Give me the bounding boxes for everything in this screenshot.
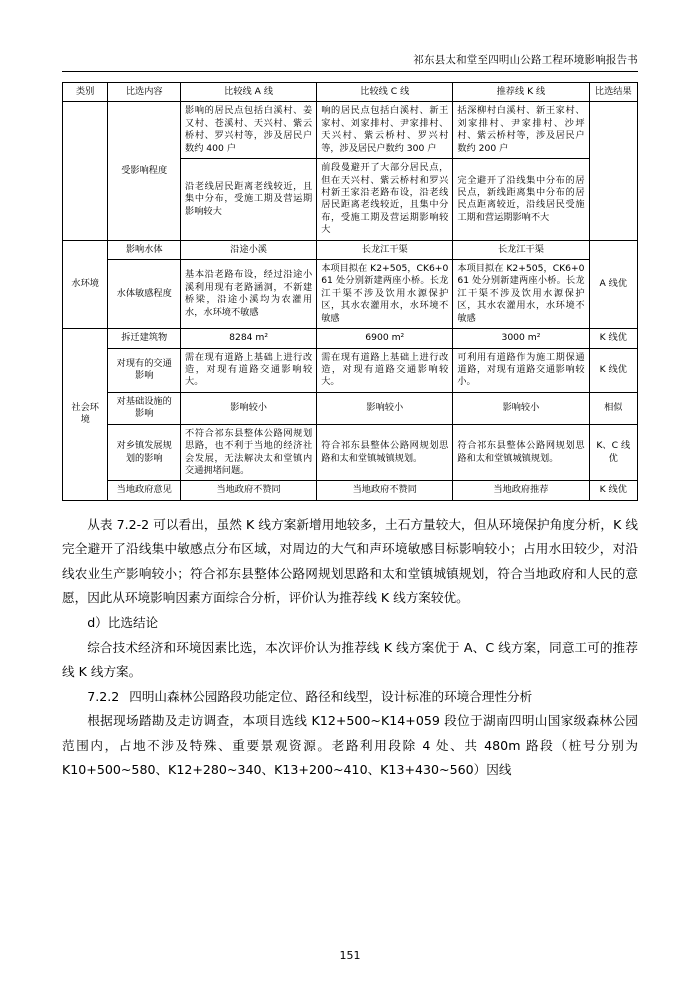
cell-k-r3: 长龙江干渠 (453, 240, 589, 259)
paragraph-conclusion-label: d）比选结论 (87, 615, 159, 630)
cell-item-affected-water: 影响水体 (108, 240, 181, 259)
cell-category-social: 社会环境 (63, 329, 108, 501)
cell-c-r8: 符合祁东县整体公路网规划思路和太和堂镇城镇规划。 (317, 424, 453, 481)
cell-a-r5: 8284 m² (181, 329, 317, 348)
cell-c-r6: 需在现有道路上基础上进行改造，对现有道路交通影响较大。 (317, 348, 453, 392)
cell-c-r3: 长龙江干渠 (317, 240, 453, 259)
section-heading (62, 685, 638, 710)
comparison-table (62, 82, 638, 501)
cell-k-r2: 完全避开了沿线集中分布的居民点，新线距离集中分布的居民点距离较近，沿线居民受施工期和营运期影响不大 (453, 159, 589, 241)
col-header-line-k: 推荐线 K 线 (453, 83, 589, 102)
cell-a-r1: 影响的居民点包括白溪村、姜又村、苍溪村、天兴村、紫云桥村、罗兴村等，涉及居民户数约 400 户 (181, 102, 317, 159)
table-row (63, 329, 638, 348)
header-divider (62, 71, 638, 72)
cell-a-r4: 基本沿老路布设，经过沿途小溪利用现有老路涵洞，不新建桥梁，沿途小溪均为农灌用水，水环境不敏感 (181, 260, 317, 329)
cell-category-water: 水环境 (63, 240, 108, 329)
cell-k-r1: 括深柳村白溪村、新王家村、刘家排村、尹家排村、沙坪村、紫云桥村等，涉及居民户数约 200 户 (453, 102, 589, 159)
cell-a-r3: 沿途小溪 (181, 240, 317, 259)
col-header-line-a: 比较线 A 线 (181, 83, 317, 102)
paragraph-forest-park: 根据现场踏勘及走访调查，本项目选线 K12+500~K14+059 段位于湖南四明山国家级森林公园范围内，占地不涉及特殊、重要景观资源。老路利用段除 4 处、共 480m 路段（桩号分别为 K10+500~580、K12+280~340、K13+200~410、K13+430~560）因线 (62, 713, 638, 778)
cell-item-demolition: 拆迁建筑物 (108, 329, 181, 348)
cell-k-r9: 当地政府推荐 (453, 481, 589, 500)
cell-c-r1: 响的居民点包括白溪村、新王家村、刘家排村、尹家排村、天兴村、紫云桥村、罗兴村等，涉及居民户数约 300 户 (317, 102, 453, 159)
table-row (63, 102, 638, 159)
table-row (63, 260, 638, 329)
paragraph-conclusion: 综合技术经济和环境因素比选，本次评价认为推荐线 K 线方案优于 A、C 线方案，同意工可的推荐线 K 线方案。 (62, 639, 638, 680)
col-header-result: 比选结果 (589, 83, 637, 102)
cell-item-affected-degree: 受影响程度 (108, 102, 181, 240)
cell-a-r7: 影响较小 (181, 392, 317, 424)
cell-k-r7: 影响较小 (453, 392, 589, 424)
table-row (63, 392, 638, 424)
cell-result-r6: K 线优 (589, 348, 637, 392)
cell-c-r9: 当地政府不赞同 (317, 481, 453, 500)
cell-item-water-sensitivity: 水体敏感程度 (108, 260, 181, 329)
cell-result-r1 (589, 102, 637, 240)
table-row (63, 481, 638, 500)
cell-a-r8: 不符合祁东县整体公路网规划思路，也不利于当地的经济社会发展，无法解决太和堂镇内交通拥堵问题。 (181, 424, 317, 481)
table-row (63, 348, 638, 392)
col-header-category: 类别 (63, 83, 108, 102)
page-header: 祁东县太和堂至四明山公路工程环境影响报告书 (413, 54, 638, 66)
cell-category-blank (63, 102, 108, 240)
cell-result-r8: K、C 线优 (589, 424, 637, 481)
table-header-row (63, 83, 638, 102)
cell-result-r9: K 线优 (589, 481, 637, 500)
paragraph-summary: 从表 7.2-2 可以看出，虽然 K 线方案新增用地较多，土石方量较大，但从环境保护角度分析，K 线完全避开了沿线集中敏感点分布区域，对周边的大气和声环境敏感目标影响较小；占用水田较少，对沿线农业生产影响较小；符合祁东县整体公路网规划思路和太和堂镇城镇规划，符合当地政府和人民的意愿，因此从环境影响因素方面综合分析，评价认为推荐线 K 线方案较优。 (62, 516, 638, 606)
cell-result-water: A 线优 (589, 240, 637, 329)
cell-c-r2: 前段曼避开了大部分居民点，但在天兴村、紫云桥村和罗兴村新王家沿老路布设，沿老线居民距离老线较近，且集中分布，受施工期及营运期影响较大 (317, 159, 453, 241)
col-header-line-c: 比较线 C 线 (317, 83, 453, 102)
cell-k-r8: 符合祁东县整体公路网规划思路和太和堂镇城镇规划。 (453, 424, 589, 481)
page-number: 151 (339, 949, 361, 962)
table-row (63, 424, 638, 481)
cell-result-r5: K 线优 (589, 329, 637, 348)
cell-a-r6: 需在现有道路上基础上进行改造，对现有道路交通影响较大。 (181, 348, 317, 392)
cell-c-r4: 本项目拟在 K2+505，CK6+061 处分别新建两座小桥。长龙江干渠不涉及饮用水源保护区，其水农灌用水，水环境不敏感 (317, 260, 453, 329)
cell-a-r2: 沿老线居民距离老线较近，且集中分布，受施工期及营运期影响较大 (181, 159, 317, 241)
cell-a-r9: 当地政府不赞同 (181, 481, 317, 500)
section-title: 四明山森林公园路段功能定位、路径和线型，设计标准的环境合理性分析 (129, 688, 533, 704)
cell-c-r7: 影响较小 (317, 392, 453, 424)
cell-k-r5: 3000 m² (453, 329, 589, 348)
table-row (63, 240, 638, 259)
cell-item-infrastructure: 对基础设施的影响 (108, 392, 181, 424)
cell-item-town-plan: 对乡镇发展规划的影响 (108, 424, 181, 481)
body-content (62, 513, 638, 783)
cell-item-gov-opinion: 当地政府意见 (108, 481, 181, 500)
cell-item-traffic-impact: 对现有的交通影响 (108, 348, 181, 392)
cell-k-r6: 可利用有道路作为施工期保通道路，对现有道路交通影响较小。 (453, 348, 589, 392)
cell-c-r5: 6900 m² (317, 329, 453, 348)
section-number: 7.2.2 (87, 688, 120, 704)
cell-k-r4: 本项目拟在 K2+505，CK6+061 处分别新建两座小桥。长龙江干渠不涉及饮用水源保护区，其水农灌用水，水环境不敏感 (453, 260, 589, 329)
cell-result-r7: 相似 (589, 392, 637, 424)
col-header-item: 比选内容 (108, 83, 181, 102)
